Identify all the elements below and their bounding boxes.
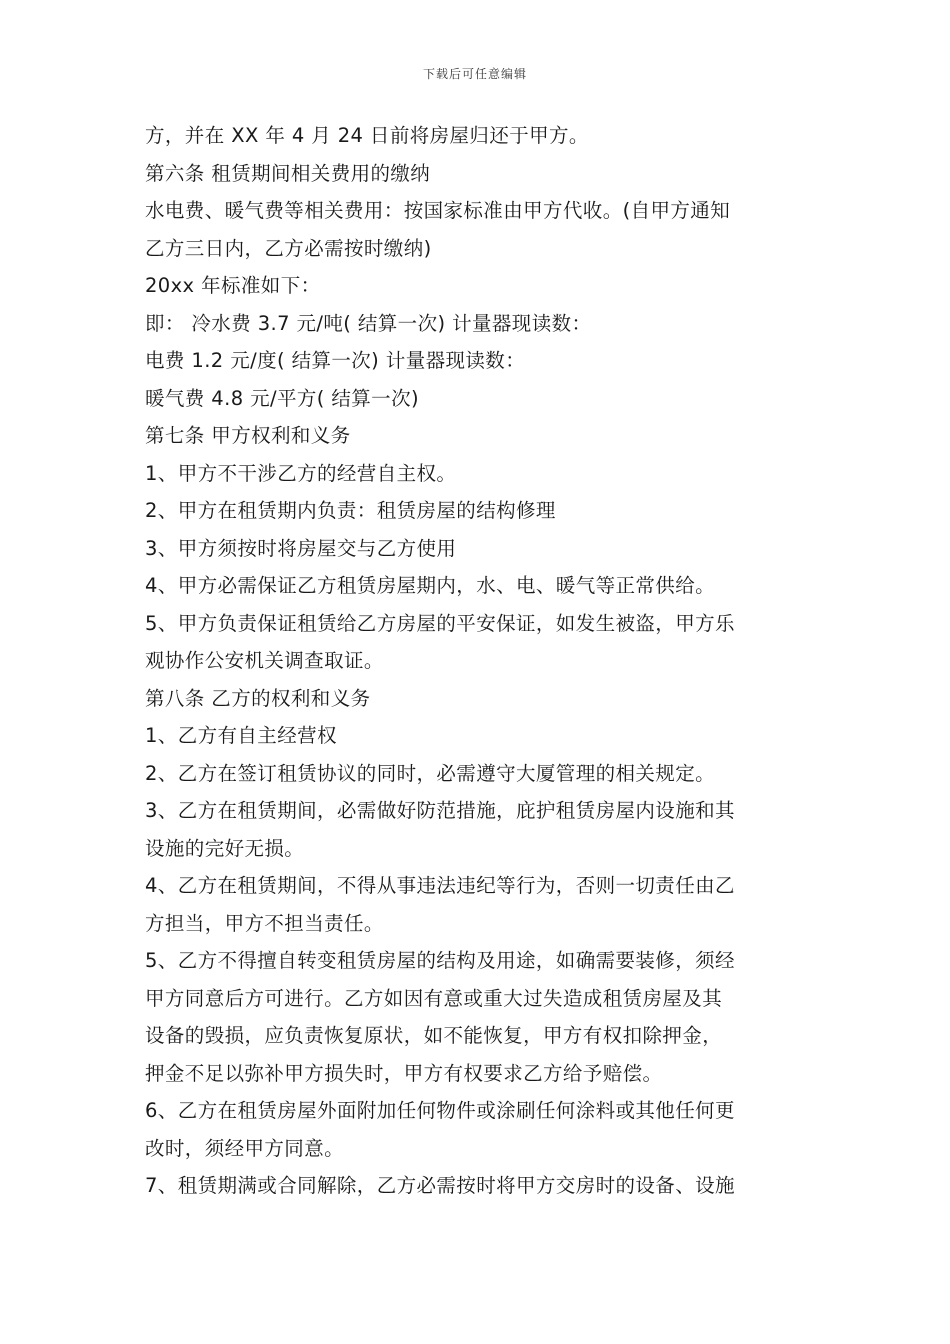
list-item: 1、乙方有自主经营权	[145, 724, 337, 747]
text-line: 设施的完好无损。	[145, 836, 305, 860]
section-heading-6: 第六条 租赁期间相关费用的缴纳	[145, 161, 431, 185]
list-item: 4、甲方必需保证乙方租赁房屋期内，水、电、暖气等正常供给。	[145, 574, 716, 597]
text-line: 即： 冷水费 3.7 元/吨( 结算一次) 计量器现读数：	[145, 311, 592, 335]
list-item: 5、甲方负责保证租赁给乙方房屋的平安保证，如发生被盗，甲方乐	[145, 611, 735, 635]
document-body	[145, 117, 815, 1205]
text-line: 方，并在 XX 年 4 月 24 日前将房屋归还于甲方。	[145, 124, 589, 147]
text-line: 20xx 年标准如下：	[145, 274, 321, 297]
list-item: 2、乙方在签订租赁协议的同时，必需遵守大厦管理的相关规定。	[145, 761, 716, 785]
text-line: 观协作公安机关调查取证。	[145, 649, 384, 672]
text-line: 暖气费 4.8 元/平方( 结算一次)	[145, 386, 419, 410]
list-item: 6、乙方在租赁房屋外面附加任何物件或涂刷任何涂料或其他任何更	[145, 1099, 735, 1122]
list-item: 3、甲方须按时将房屋交与乙方使用	[145, 536, 457, 560]
list-item: 7、租赁期满或合同解除，乙方必需按时将甲方交房时的设备、设施	[145, 1174, 735, 1197]
list-item: 1、甲方不干涉乙方的经营自主权。	[145, 461, 457, 485]
section-heading-8: 第八条 乙方的权利和义务	[145, 686, 371, 710]
text-line: 电费 1.2 元/度( 结算一次) 计量器现读数：	[145, 349, 526, 372]
text-line: 甲方同意后方可进行。乙方如因有意或重大过失造成租赁房屋及其	[145, 986, 723, 1010]
section-heading-7: 第七条 甲方权利和义务	[145, 424, 351, 447]
text-line: 方担当，甲方不担当责任。	[145, 911, 384, 935]
list-item: 3、乙方在租赁期间，必需做好防范措施，庇护租赁房屋内设施和其	[145, 799, 735, 822]
page-header: 下载后可任意编辑	[422, 67, 527, 81]
text-line: 水电费、暖气费等相关费用：按国家标准由甲方代收。(自甲方通知	[145, 199, 731, 222]
text-line: 改时，须经甲方同意。	[145, 1136, 345, 1160]
list-item: 4、乙方在租赁期间，不得从事违法违纪等行为，否则一切责任由乙	[145, 874, 735, 897]
text-line: 乙方三日内，乙方必需按时缴纳)	[145, 236, 432, 260]
text-line: 设备的毁损，应负责恢复原状，如不能恢复，甲方有权扣除押金，	[145, 1024, 723, 1047]
text-line: 押金不足以弥补甲方损失时，甲方有权要求乙方给予赔偿。	[145, 1061, 663, 1085]
list-item: 2、甲方在租赁期内负责：租赁房屋的结构修理	[145, 499, 556, 522]
list-item: 5、乙方不得擅自转变租赁房屋的结构及用途，如确需要装修，须经	[145, 949, 735, 972]
